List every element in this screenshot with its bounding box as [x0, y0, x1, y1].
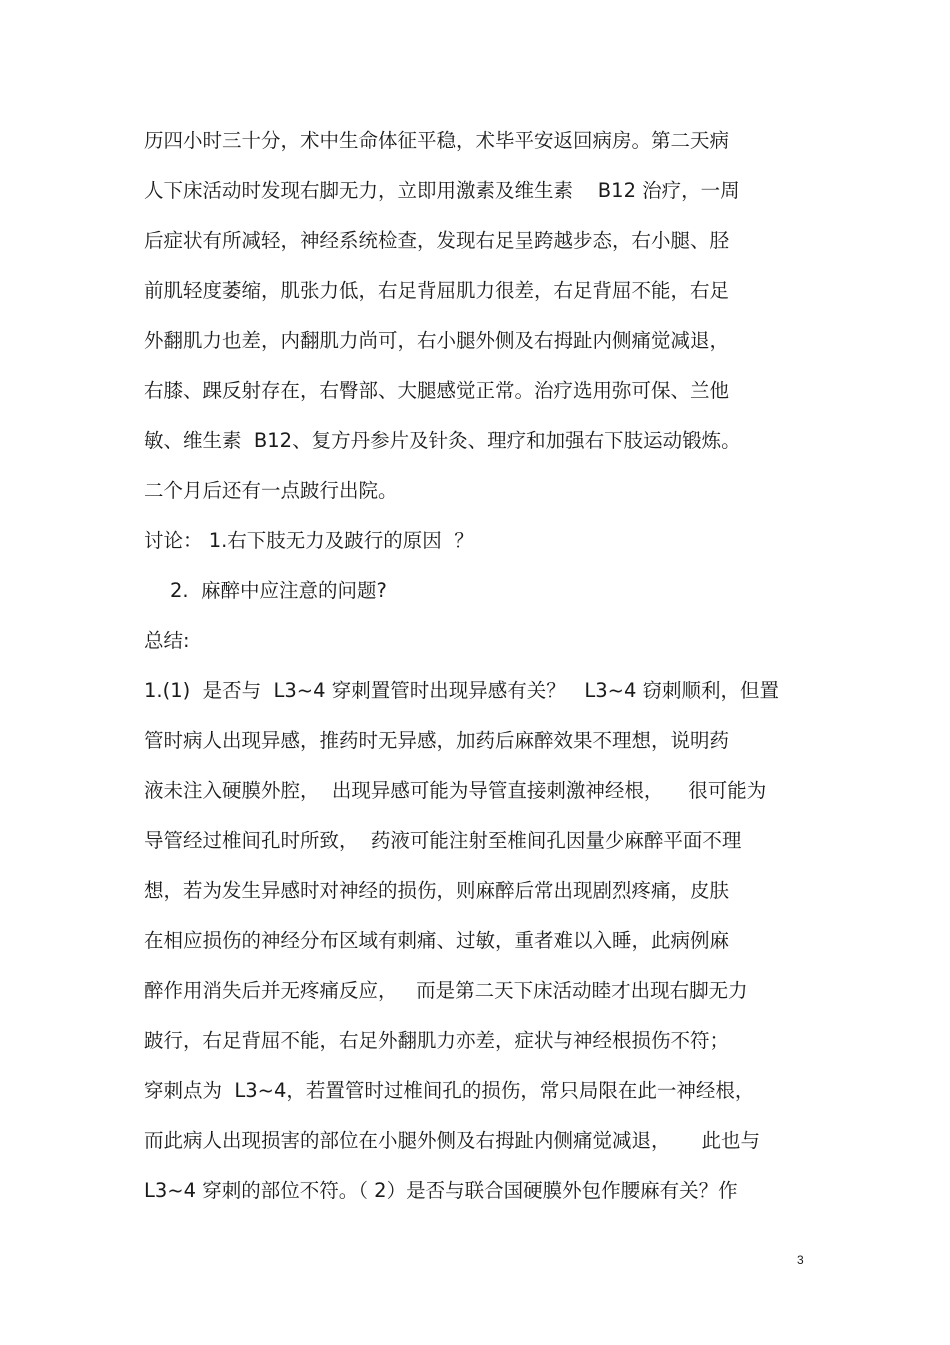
text-line: L3~4 穿刺的部位不符。（ 2）是否与联合国硬膜外包作腰麻有关？作 — [144, 1179, 738, 1202]
text-line: 历四小时三十分，术中生命体征平稳，术毕平安返回病房。第二天病 — [144, 129, 730, 152]
text-line: 导管经过椎间孔时所致， 药液可能注射至椎间孔因量少麻醉平面不理 — [144, 829, 742, 852]
text-line: 穿刺点为 L3~4，若置管时过椎间孔的损伤，常只局限在此一神经根， — [144, 1079, 755, 1102]
text-line: 跛行，右足背屈不能，右足外翻肌力亦差，症状与神经根损伤不符； — [144, 1029, 730, 1052]
text-line: 在相应损伤的神经分布区域有刺痛、过敏，重者难以入睡，此病例麻 — [144, 929, 730, 952]
text-line: 液未注入硬膜外腔， 出现异感可能为导管直接刺激神经根， 很可能为 — [144, 779, 767, 802]
text-line: 前肌轻度萎缩，肌张力低，右足背屈肌力很差，右足背屈不能，右足 — [144, 279, 730, 302]
text-line: 右膝、踝反射存在，右臀部、大腿感觉正常。治疗选用弥可保、兰他 — [144, 379, 730, 402]
text-line: 敏、维生素 B12、复方丹参片及针灸、理疗和加强右下肢运动锻炼。 — [144, 429, 741, 452]
text-line: 管时病人出现异感，推药时无异感，加药后麻醉效果不理想，说明药 — [144, 729, 730, 752]
text-line: 外翻肌力也差，内翻肌力尚可，右小腿外侧及右拇趾内侧痛觉减退， — [144, 329, 730, 352]
discussion-heading: 讨论： 1.右下肢无力及跛行的原因 ？ — [144, 529, 474, 552]
text-line: 醉作用消失后并无疼痛反应， 而是第二天下床活动睦才出现右脚无力 — [144, 979, 748, 1002]
text-line: 二个月后还有一点跛行出院。 — [144, 479, 398, 502]
text-line: 1.(1) 是否与 L3~4 穿刺置管时出现异感有关？ L3~4 窃刺顺利，但置 — [144, 679, 780, 702]
text-line: 后症状有所减轻，神经系统检查，发现右足呈跨越步态，右小腿、胫 — [144, 229, 730, 252]
text-line: 想，若为发生异感时对神经的损伤，则麻醉后常出现剧烈疼痛，皮肤 — [144, 879, 730, 902]
summary-heading: 总结: — [144, 629, 190, 652]
page-number: 3 — [797, 1253, 804, 1267]
text-line: 而此病人出现损害的部位在小腿外侧及右拇趾内侧痛觉减退， 此也与 — [144, 1129, 760, 1152]
text-line: 人下床活动时发现右脚无力，立即用激素及维生素 B12 治疗，一周 — [144, 179, 740, 202]
discussion-question-2: 2. 麻醉中应注意的问题? — [170, 579, 387, 602]
